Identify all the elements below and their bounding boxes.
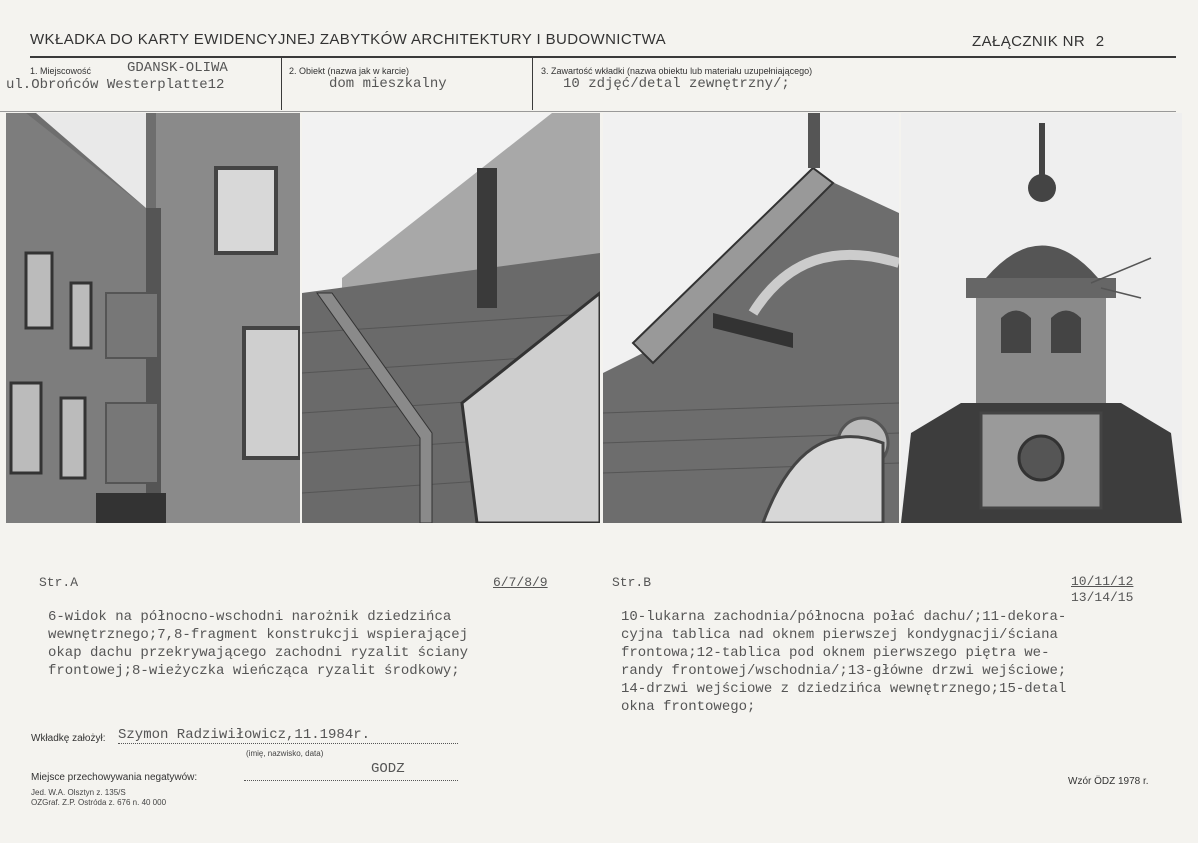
storage-value: GODZ: [371, 761, 405, 777]
object-label: 2. Obiekt (nazwa jak w karcie): [289, 66, 410, 76]
storage-line: [244, 780, 458, 781]
content-label: 3. Zawartość wkładki (nazwa obiektu lub materiału uzupełniającego): [541, 66, 813, 76]
header-rule-top: [30, 56, 1176, 58]
section-b-line-1: 10-lukarna zachodnia/północna połać dachu/;11-dekora-: [621, 609, 1067, 625]
section-a-line-2: wewnętrznego;7,8-fragment konstrukcji wspierającej: [48, 627, 469, 643]
print-info-1: Jed. W.A. Olsztyn z. 135/S: [31, 788, 126, 797]
founder-value: Szymon Radziwiłowicz,11.1984r.: [118, 727, 458, 744]
annex-number: 2: [1095, 33, 1105, 50]
object-value: dom mieszkalny: [329, 76, 447, 92]
storage-label: Miejsce przechowywania negatywów:: [31, 772, 198, 783]
section-b-photo-numbers-1: 10/11/12: [1071, 574, 1134, 589]
section-b-line-4: randy frontowej/wschodnia/;13-główne drzwi wejściowe;: [621, 663, 1067, 679]
annex-label-text: ZAŁĄCZNIK NR: [972, 33, 1086, 50]
founder-label: Wkładkę założył:: [31, 733, 106, 744]
section-b-label: Str.B: [612, 575, 652, 590]
section-a-line-3: okap dachu przekrywającego zachodni ryzalit ściany: [48, 645, 469, 661]
section-b-line-2: cyjna tablica nad oknem pierwszej kondygnacji/ściana: [621, 627, 1058, 643]
section-b-photo-numbers-2: 13/14/15: [1071, 590, 1134, 605]
photo-turret: [901, 113, 1182, 523]
content-value: 10 zdjęć/detal zewnętrzny/;: [563, 76, 790, 92]
section-b-line-3: frontowa;12-tablica pod oknem pierwszego piętra we-: [621, 645, 1050, 661]
photo-eaves-west: [302, 113, 600, 523]
location-label: 1. Miejscowość: [30, 66, 92, 76]
location-value: GDANSK-OLIWA: [127, 60, 228, 76]
section-a-line-4: frontowej;8-wieżyczka wieńcząca ryzalit środkowy;: [48, 663, 460, 679]
section-b-line-6: okna frontowego;: [621, 699, 756, 715]
print-info-2: OZGraf. Z.P. Ostróda z. 676 n. 40 000: [31, 798, 167, 807]
section-b-line-5: 14-drzwi wejściowe z dziedzińca wewnętrznego;15-detal: [621, 681, 1067, 697]
annex-label: [972, 33, 1104, 50]
address-value: ul.Obrońców Westerplatte12: [6, 77, 225, 93]
photo-courtyard: [6, 113, 300, 523]
form-title: WKŁADKA DO KARTY EWIDENCYJNEJ ZABYTKÓW ARCHITEKTURY I BUDOWNICTWA: [30, 31, 667, 48]
section-a-photo-numbers: 6/7/8/9: [493, 575, 548, 590]
section-a-line-1: 6-widok na północno-wschodni narożnik dziedzińca: [48, 609, 452, 625]
header-rule-bottom: [0, 111, 1176, 112]
field-divider-1: [281, 58, 282, 110]
field-divider-2: [532, 58, 533, 110]
founder-caption: (imię, nazwisko, data): [246, 749, 324, 758]
section-a-label: Str.A: [39, 575, 79, 590]
template-label: Wzór ÖDZ 1978 r.: [1068, 776, 1149, 787]
photo-eaves-gable: [603, 113, 899, 523]
